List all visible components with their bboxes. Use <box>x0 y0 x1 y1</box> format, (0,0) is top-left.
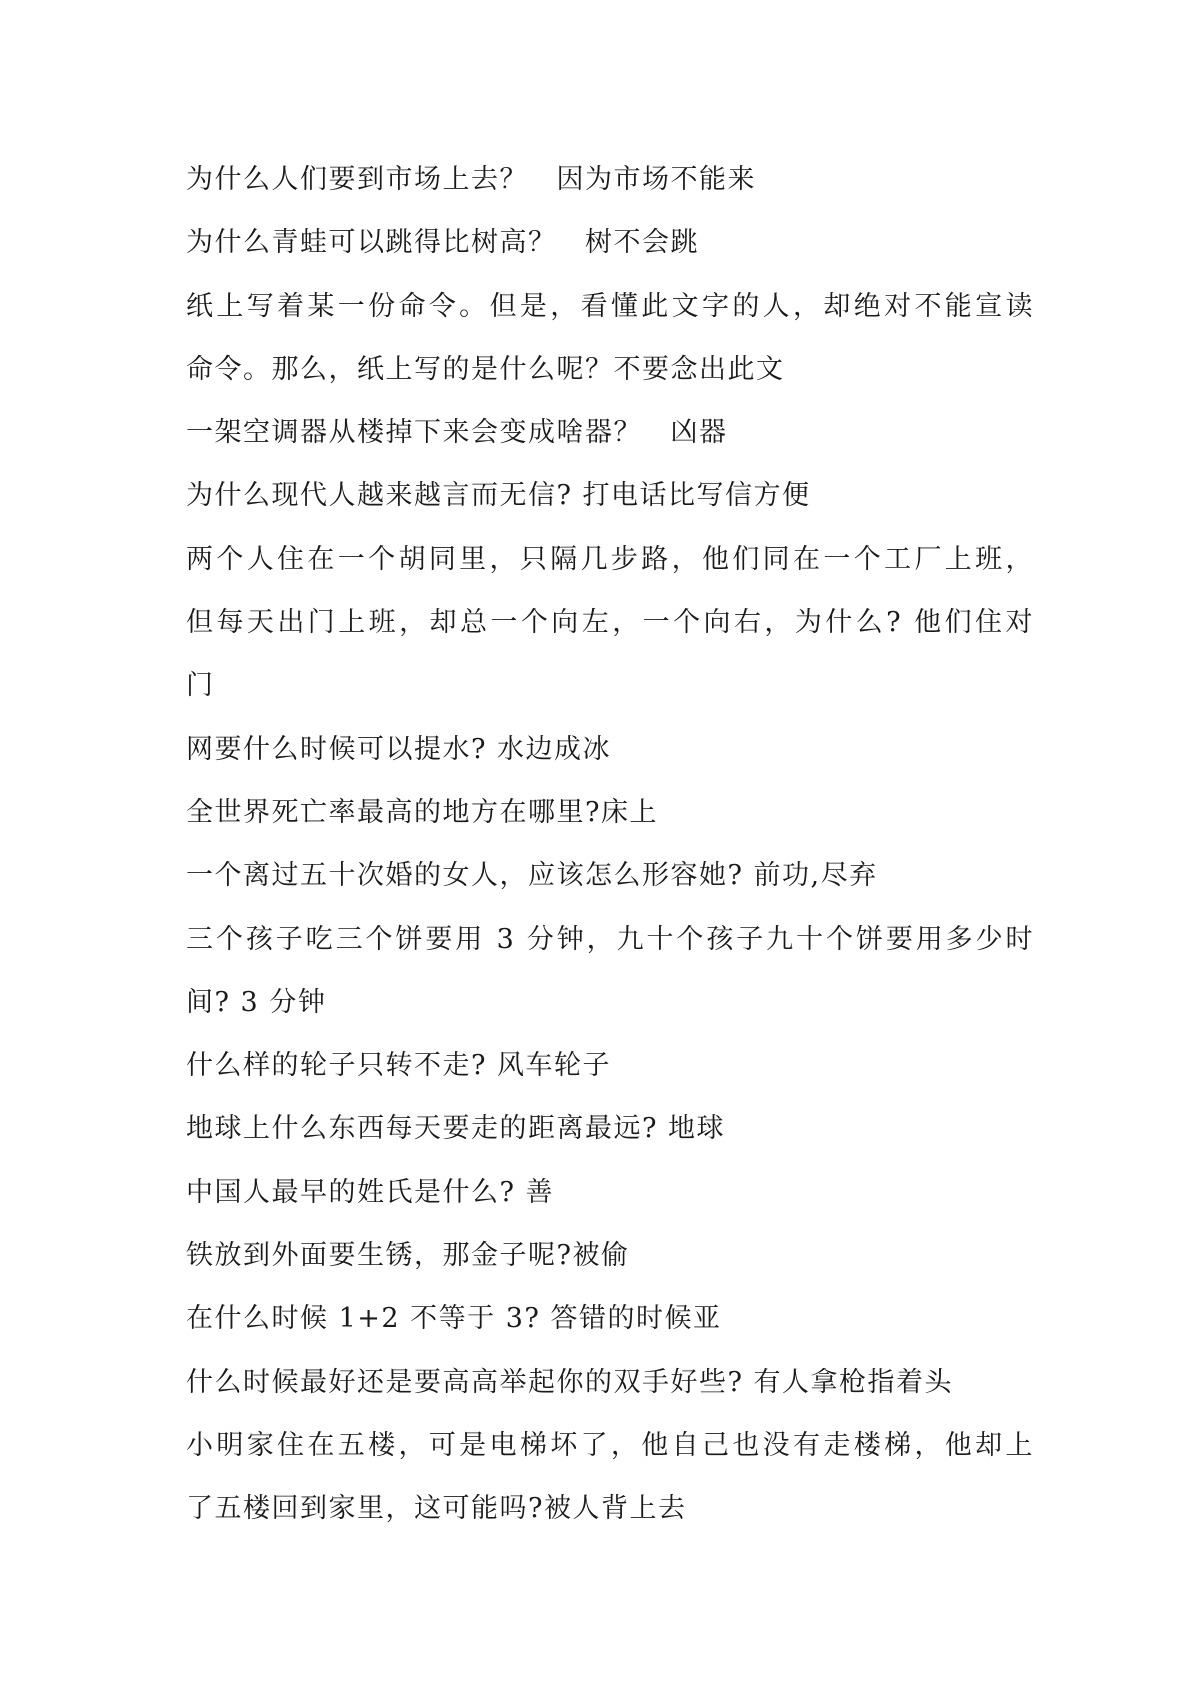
text-line: 命令。那么，纸上写的是什么呢？不要念出此文 <box>186 353 785 385</box>
text-line: 但每天出门上班，却总一个向左，一个向右，为什么? 他们住对 <box>186 607 1034 639</box>
riddle-text-body <box>186 148 1034 1541</box>
text-line: 纸上写着某一份命令。但是，看懂此文字的人，却绝对不能宣读 <box>186 290 1034 322</box>
text-line: 地球上什么东西每天要走的距离最远? 地球 <box>186 1113 726 1145</box>
text-line: 什么时候最好还是要高高举起你的双手好些? 有人拿枪指着头 <box>186 1366 954 1398</box>
text-line: 什么样的轮子只转不走? 风车轮子 <box>186 1050 612 1082</box>
text-line: 网要什么时候可以提水? 水边成冰 <box>186 733 612 765</box>
text-line: 为什么青蛙可以跳得比树高？ 树不会跳 <box>186 227 699 259</box>
text-line: 门 <box>186 670 215 702</box>
text-line: 铁放到外面要生锈，那金子呢?被偷 <box>186 1240 630 1272</box>
text-line: 间? 3 分钟 <box>186 986 327 1018</box>
text-line: 中国人最早的姓氏是什么? 善 <box>186 1176 555 1208</box>
text-line: 了五楼回到家里，这可能吗?被人背上去 <box>186 1493 687 1525</box>
text-line: 为什么人们要到市场上去？ 因为市场不能来 <box>186 164 756 195</box>
text-line: 在什么时候 1+2 不等于 3? 答错的时候亚 <box>186 1303 722 1335</box>
text-line: 为什么现代人越来越言而无信? 打电话比写信方便 <box>186 480 811 512</box>
text-line: 一架空调器从楼掉下来会变成啥器？ 凶器 <box>186 417 728 449</box>
text-line: 两个人住在一个胡同里，只隔几步路，他们同在一个工厂上班， <box>186 543 1034 575</box>
text-line: 全世界死亡率最高的地方在哪里?床上 <box>186 796 658 828</box>
text-line: 三个孩子吃三个饼要用 3 分钟，九十个孩子九十个饼要用多少时 <box>186 923 1034 955</box>
text-line: 一个离过五十次婚的女人，应该怎么形容她? 前功,尽弃 <box>186 860 878 892</box>
text-line: 小明家住在五楼，可是电梯坏了，他自己也没有走楼梯，他却上 <box>186 1429 1034 1461</box>
